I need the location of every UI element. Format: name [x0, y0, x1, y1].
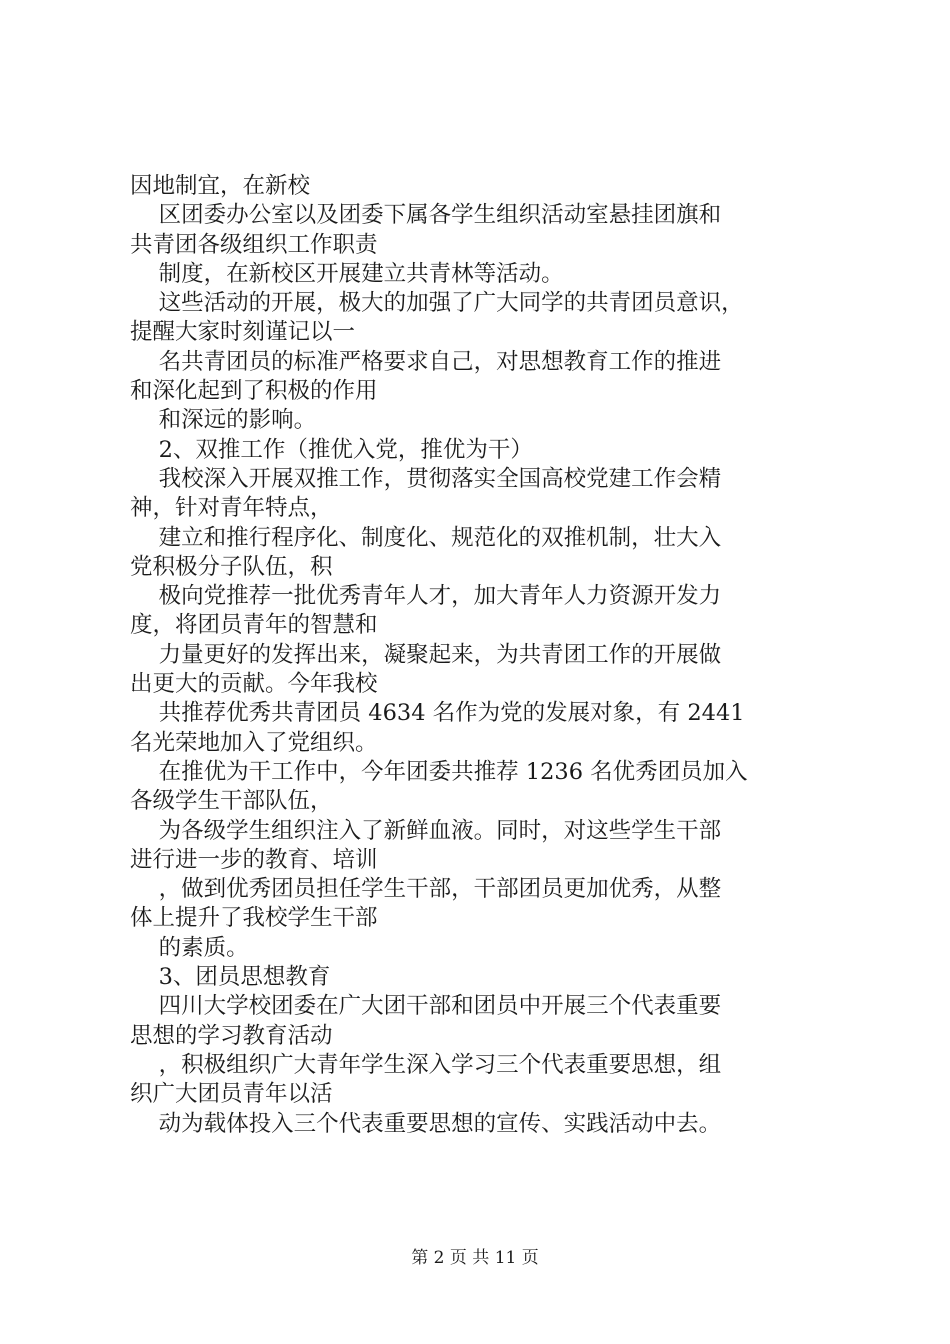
- text-line: 和深化起到了积极的作用: [130, 378, 378, 405]
- text-line: 织广大团员青年以活: [130, 1081, 333, 1108]
- section-heading: 3、团员思想教育: [130, 964, 331, 991]
- text-line: 提醒大家时刻谨记以一: [130, 319, 356, 346]
- page-footer: [0, 1243, 950, 1268]
- text-line: 共推荐优秀共青团员 4634 名作为党的发展对象，有 2441: [130, 700, 745, 727]
- text-line: 因地制宜，在新校: [130, 173, 311, 199]
- text-line: 我校深入开展双推工作，贯彻落实全国高校党建工作会精: [130, 465, 722, 492]
- text-line: 出更大的贡献。今年我校: [130, 671, 378, 698]
- section-heading: 2、双推工作（推优入党，推优为干）: [130, 436, 533, 463]
- text-line: 为各级学生组织注入了新鲜血液。同时，对这些学生干部: [130, 817, 722, 844]
- text-line: 极向党推荐一批优秀青年人才，加大青年人力资源开发力: [130, 583, 722, 610]
- text-line: 思想的学习教育活动: [130, 1022, 333, 1049]
- text-line: 和深远的影响。: [130, 407, 317, 434]
- text-line: 建立和推行程序化、制度化、规范化的双推机制，壮大入: [130, 524, 722, 551]
- text-line: 体上提升了我校学生干部: [130, 905, 378, 932]
- text-line: 名共青团员的标准严格要求自己，对思想教育工作的推进: [130, 348, 722, 375]
- text-line: 神，针对青年特点，: [130, 495, 333, 522]
- text-line: 动为载体投入三个代表重要思想的宣传、实践活动中去。: [130, 1110, 722, 1137]
- text-line: 制度，在新校区开展建立共青林等活动。: [130, 260, 564, 287]
- page-number-label: 第 2 页 共 11 页: [411, 1248, 539, 1268]
- text-line: 在推优为干工作中，今年团委共推荐 1236 名优秀团员加入: [130, 758, 748, 785]
- text-line: ，积极组织广大青年学生深入学习三个代表重要思想，组: [130, 1051, 722, 1078]
- text-line: ，做到优秀团员担任学生干部，干部团员更加优秀，从整: [130, 876, 722, 903]
- text-line: 共青团各级组织工作职责: [130, 231, 378, 258]
- text-line: 各级学生干部队伍，: [130, 788, 333, 815]
- text-line: 力量更好的发挥出来，凝聚起来，为共青团工作的开展做: [130, 641, 722, 668]
- text-line: 党积极分子队伍，积: [130, 553, 333, 580]
- text-line: 名光荣地加入了党组织。: [130, 729, 378, 756]
- text-line: 的素质。: [130, 934, 249, 961]
- text-line: 这些活动的开展，极大的加强了广大同学的共青团员意识，: [130, 290, 744, 317]
- document-body: [130, 172, 850, 1139]
- text-line: 度，将团员青年的智慧和: [130, 612, 378, 639]
- text-line: 区团委办公室以及团委下属各学生组织活动室悬挂团旗和: [130, 202, 722, 229]
- text-line: 进行进一步的教育、培训: [130, 846, 378, 873]
- text-line: 四川大学校团委在广大团干部和团员中开展三个代表重要: [130, 993, 722, 1020]
